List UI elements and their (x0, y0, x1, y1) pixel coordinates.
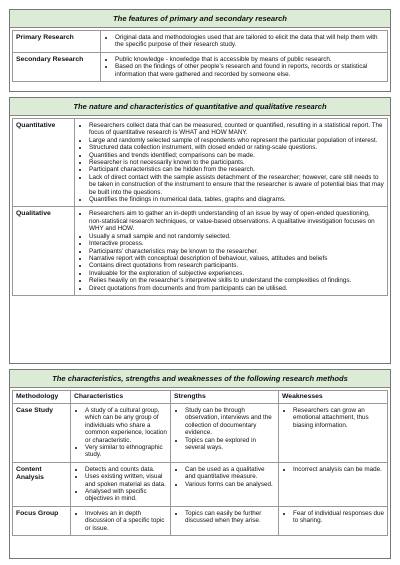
list-item: • Narrative report with conceptual description of behaviour, values, attitudes and beliefs (89, 255, 384, 262)
table-row (13, 31, 388, 53)
research-methods-panel (9, 369, 391, 559)
list-item: • Researcher is not necessarily known to the participants. (89, 159, 384, 166)
column-header: Weaknesses (279, 391, 388, 404)
list-item: • Analysed with specific objectives in mind. (85, 488, 167, 503)
list-item: • Invaluable for the exploration of subjective experiences. (89, 270, 384, 277)
list-item: • Various forms can be analysed. (185, 481, 275, 488)
list-item: • Participant characteristics can be hidden from the research. (89, 166, 384, 173)
row-label: Primary Research (13, 31, 101, 53)
list-item: • Fear of individual responses due to sharing. (293, 510, 384, 525)
row-label: Quantitative (13, 119, 75, 207)
list-item: • Involves an in depth discussion of a specific topic or issue. (85, 510, 167, 532)
list-item: • Researchers aim to gather an in-depth understanding of an issue by way of open-ended questioning, non-statistical research techniques, or value-based observations. A qualitative investigation focuses on WHY and HOW. (89, 210, 384, 232)
row-label: Qualitative (13, 207, 75, 295)
list-item: • Relies heavily on the researcher’s interpretive skills to understand the complexities of findings. (89, 277, 384, 284)
list-item: • Lack of direct contact with the sample assists detachment of the researcher; however, care still needs to be taken in construction of the instrument to ensure that the researcher is aware of potential bias that may be built into the questions. (89, 174, 384, 196)
list-item: • Original data and methodologies used that are tailored to elicit the data that will help them with the specific purpose of their research study. (115, 34, 384, 49)
list-item: • Structured data collection instrument, with closed ended or rating-scale questions. (89, 144, 384, 151)
table-row (13, 207, 388, 295)
row-label: Secondary Research (13, 52, 101, 81)
table-row (13, 506, 388, 535)
list-item: • Detects and counts data. (85, 466, 167, 473)
list-item: • Study can be through observation, interviews and the collection of documentary evidence. (185, 407, 275, 437)
row-label: Content Analysis (13, 462, 71, 506)
list-item: • Participants’ characteristics may be known to the researcher. (89, 248, 384, 255)
quantitative-qualitative-panel (9, 97, 391, 364)
table-row (13, 404, 388, 463)
list-item: • Researchers collect data that can be measured, counted or quantified, resulting in a statistical report. The focus of quantitative research is WHAT and HOW MANY. (89, 122, 384, 137)
list-item: • Can be used as a qualitative and quantitative measure. (185, 466, 275, 481)
row-label: Focus Group (13, 506, 71, 535)
column-header: Characteristics (71, 391, 171, 404)
list-item: • Uses existing written, visual and spoken material as data. (85, 473, 167, 488)
table-header-row (13, 391, 388, 404)
quantitative-qualitative-table (12, 118, 388, 296)
column-header: Strengths (171, 391, 279, 404)
list-item: • Topics can easily be further discussed when they arise. (185, 510, 275, 525)
list-item: • Large and randomly selected sample of respondents who represent the particular population of interest. (89, 137, 384, 144)
row-label: Case Study (13, 404, 71, 463)
list-item: • Very similar to ethnographic study. (85, 444, 167, 459)
list-item: • Contains direct quotations from research participants. (89, 262, 384, 269)
primary-secondary-table (12, 30, 388, 82)
list-item: • Based on the findings of other people’s research and found in reports, records or statistical information that were gathered and recorded by someone else. (115, 63, 384, 78)
column-header: Methodology (13, 391, 71, 404)
list-item: • Direct quotations from documents and from participants can be utilised. (89, 285, 384, 292)
list-item: • A study of a cultural group, which can be any group of individuals who share a common experience, location or characteristic. (85, 407, 167, 444)
table-row (13, 119, 388, 207)
primary-secondary-panel (9, 9, 391, 92)
table-row (13, 52, 388, 81)
list-item: • Researchers can grow an emotional attachment, thus biasing information. (293, 407, 384, 429)
list-item: • Quantities and trends identified; comparisons can be made. (89, 152, 384, 159)
list-item: • Quantifies the findings in numerical data, tables, graphs and diagrams. (89, 196, 384, 203)
list-item: • Incorrect analysis can be made. (293, 466, 384, 473)
list-item: • Public knowledge - knowledge that is accessible by means of public research. (115, 56, 384, 63)
section-title: The characteristics, strengths and weaknesses of the following research methods (10, 370, 390, 388)
section-title: The nature and characteristics of quantitative and qualitative research (10, 98, 390, 116)
list-item: • Interactive process. (89, 240, 384, 247)
section-title: The features of primary and secondary research (10, 10, 390, 28)
research-methods-table (12, 390, 388, 536)
list-item: • Topics can be explored in several ways. (185, 437, 275, 452)
list-item: • Usually a small sample and not randomly selected. (89, 233, 384, 240)
table-row (13, 462, 388, 506)
